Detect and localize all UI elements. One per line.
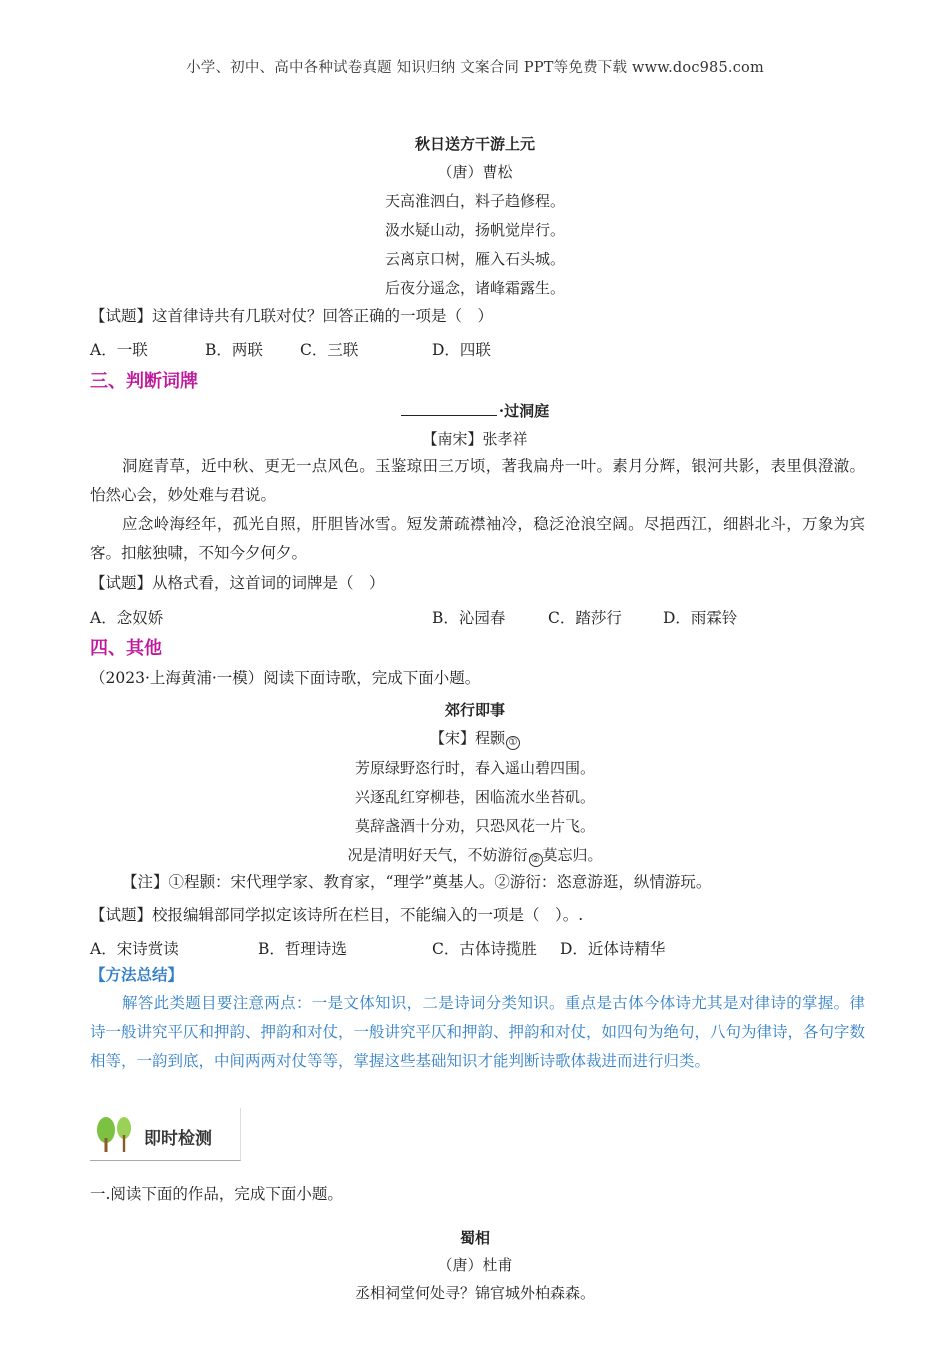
- poem1-line-4: 后夜分遥念，诸峰霜露生。: [384, 279, 565, 297]
- exercise-author: （唐）杜甫: [437, 1256, 513, 1274]
- poem1-line-2: 汲水疑山动，扬帆觉岸行。: [384, 221, 565, 239]
- poem1-line-3: 云离京口树，雁入石头城。: [384, 250, 565, 268]
- ci-option-d: D．雨霖铃: [663, 609, 738, 627]
- ci-author: 【南宋】张孝祥: [422, 430, 528, 448]
- ci-title: [0, 400, 950, 421]
- ci-title-blank: [401, 403, 497, 416]
- poem2-author-name: 【宋】程颢: [429, 729, 505, 747]
- poem1-question: 【试题】这首律诗共有几联对仗？回答正确的一项是（ ）: [90, 307, 494, 325]
- method-heading: 【方法总结】: [90, 965, 184, 984]
- ci-question: 【试题】从格式看，这首词的词牌是（ ）: [90, 574, 385, 592]
- tree-icon: [90, 1108, 140, 1160]
- page-header: 小学、初中、高中各种试卷真题 知识归纳 文案合同 PPT等免费下载 www.doc985.com: [186, 60, 764, 76]
- note-mark-1: ①: [506, 736, 520, 750]
- poem2-title: 郊行即事: [444, 701, 505, 719]
- instant-check-badge: [90, 1108, 241, 1161]
- ci-option-b: B．沁园春: [432, 609, 506, 627]
- exercise-intro: 一.阅读下面的作品，完成下面小题。: [90, 1185, 343, 1203]
- poem1-option-c: C．三联: [300, 341, 359, 359]
- exercise-line-1: 丞相祠堂何处寻？锦官城外柏森森。: [354, 1284, 595, 1302]
- poem2-author: [0, 727, 950, 750]
- poem2-question: 【试题】校报编辑部同学拟定该诗所在栏目，不能编入的一项是（ ）。.: [90, 906, 584, 924]
- poem2-line-1: 芳原绿野恣行时，春入遥山碧四围。: [354, 759, 595, 777]
- ci-paragraph-1: 洞庭青草，近中秋、更无一点风色。玉鉴琼田三万顷，著我扁舟一叶。素月分辉，银河共影，表里俱澄澈。怡然心会，妙处难与君说。: [90, 457, 865, 504]
- badge-label: 即时检测: [144, 1129, 212, 1149]
- poem1-author: （唐）曹松: [437, 163, 513, 181]
- exercise-title: 蜀相: [459, 1229, 490, 1247]
- poem2-line-4-b: 莫忘归。: [542, 846, 603, 864]
- method-text: 解答此类题目要注意两点：一是文体知识，二是诗词分类知识。重点是古体今体诗尤其是对律诗的掌握。律诗一般讲究平仄和押韵、押韵和对仗，一般讲究平仄和押韵、押韵和对仗，如四句为绝句，八句为律诗，各句字数相等，一韵到底，中间两两对仗等等，掌握这些基础知识才能判断诗歌体裁进而进行归类。: [90, 994, 866, 1070]
- poem2-line-4: [0, 844, 950, 867]
- poem1-line-1: 天高淮泗白，料子趋修程。: [384, 192, 565, 210]
- note-mark-2: ②: [529, 853, 543, 867]
- poem1-option-d: D．四联: [432, 341, 491, 359]
- poem1-title: 秋日送方干游上元: [414, 135, 535, 153]
- poem2-intro: （2023·上海黄浦·一模）阅读下面诗歌，完成下面小题。: [90, 669, 481, 687]
- ci-paragraph-2: 应念岭海经年，孤光自照，肝胆皆冰雪。短发萧疏襟袖冷，稳泛沧浪空阔。尽挹西江，细斟北斗，万象为宾客。扣舷独啸，不知今夕何夕。: [90, 515, 865, 562]
- poem1-option-a: A．一联: [90, 341, 148, 359]
- poem2-line-4-a: 况是清明好天气，不妨游衍: [347, 846, 528, 864]
- poem2-option-b: B．哲理诗选: [258, 940, 347, 958]
- section-3-heading: 三、判断词牌: [90, 371, 198, 392]
- ci-title-suffix: ·过洞庭: [498, 402, 550, 420]
- poem2-option-c: C．古体诗揽胜: [432, 940, 537, 958]
- poem1-option-b: B．两联: [205, 341, 263, 359]
- ci-option-c: C．踏莎行: [548, 609, 622, 627]
- poem2-option-d: D．近体诗精华: [560, 940, 666, 958]
- poem2-option-a: A．宋诗赏读: [90, 940, 179, 958]
- poem2-line-3: 莫辞盏酒十分劝，只恐风花一片飞。: [354, 817, 595, 835]
- poem2-note: 【注】①程颢：宋代理学家、教育家，“理学”奠基人。②游衍：恣意游逛，纵情游玩。: [122, 873, 712, 891]
- poem2-line-2: 兴逐乱红穿柳巷，困临流水坐苔矶。: [354, 788, 595, 806]
- ci-option-a: A．念奴娇: [90, 609, 164, 627]
- section-4-heading: 四、其他: [90, 638, 162, 659]
